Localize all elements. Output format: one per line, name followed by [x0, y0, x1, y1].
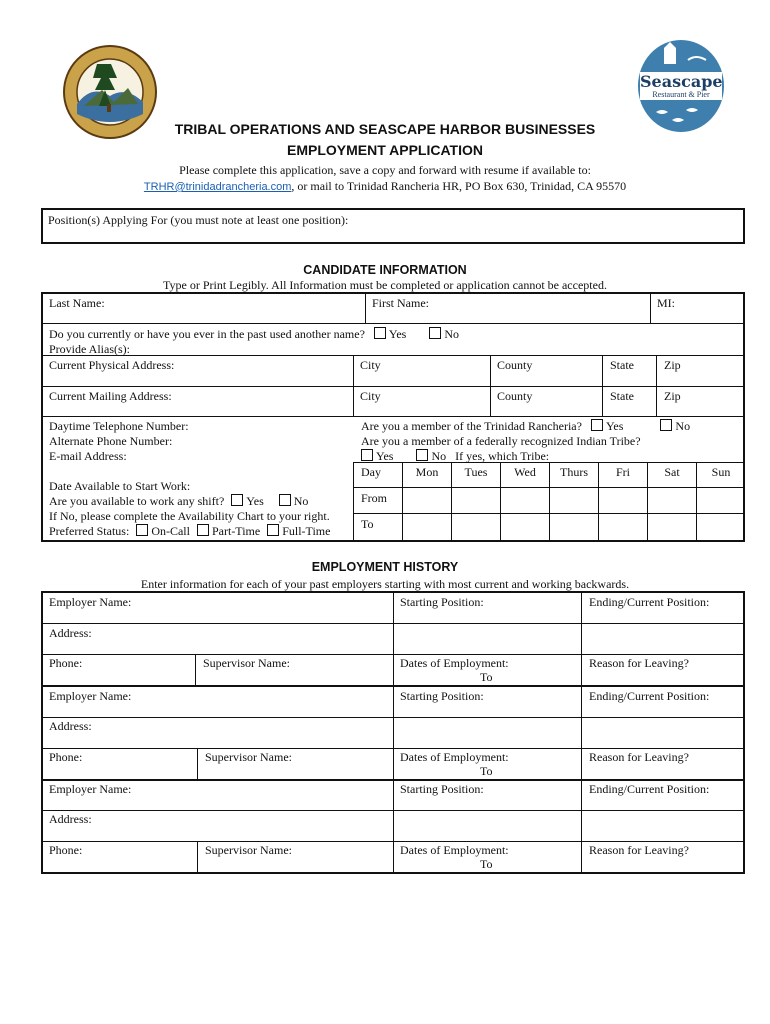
employer-3-name-label: Employer Name:	[49, 782, 132, 796]
mailing-zip-label: Zip	[664, 389, 681, 403]
employer-1-end-position-label: Ending/Current Position:	[589, 595, 710, 609]
rancheria-yes-checkbox[interactable]	[591, 419, 603, 431]
mailing-address-label: Current Mailing Address:	[49, 389, 172, 403]
employer-3-dates-label: Dates of Employment:	[400, 843, 509, 857]
employer-2-supervisor-label: Supervisor Name:	[205, 750, 292, 764]
availability-sun: Sun	[711, 465, 731, 479]
mailing-county-label: County	[497, 389, 533, 403]
mi-label: MI:	[657, 296, 675, 310]
mail-address-text: , or mail to Trinidad Rancheria HR, PO Box 630, Trinidad, CA 95570	[291, 179, 627, 193]
other-name-yes-checkbox[interactable]	[374, 327, 386, 339]
employer-1-supervisor-label: Supervisor Name:	[203, 656, 290, 670]
physical-city-label: City	[360, 358, 381, 372]
availability-chart-note: If No, please complete the Availability Chart to your right.	[49, 509, 330, 523]
tribe-question: Are you a member of a federally recognized Indian Tribe?	[361, 434, 641, 448]
availability-thurs: Thurs	[560, 465, 588, 479]
employer-3-end-position-label: Ending/Current Position:	[589, 782, 710, 796]
employer-3-supervisor-label: Supervisor Name:	[205, 843, 292, 857]
candidate-subheading: Type or Print Legibly. All Information must be completed or application cannot be accepted.	[163, 278, 607, 292]
seascape-sub-text: Restaurant & Pier	[652, 90, 710, 99]
employer-2-reason-label: Reason for Leaving?	[589, 750, 689, 764]
availability-wed: Wed	[514, 465, 536, 479]
other-name-question: Do you currently or have you ever in the past used another name? Yes No	[49, 327, 460, 341]
hr-email-link[interactable]: TRHR@trinidadrancheria.com	[143, 181, 292, 193]
alias-label: Provide Alias(s):	[49, 342, 130, 356]
contact-line	[0, 179, 770, 194]
first-name-label: First Name:	[372, 296, 429, 310]
any-shift-no-checkbox[interactable]	[279, 494, 291, 506]
other-name-no-checkbox[interactable]	[429, 327, 441, 339]
on-call-checkbox[interactable]	[136, 524, 148, 536]
employer-1-dates-label: Dates of Employment:	[400, 656, 509, 670]
employer-2-dates-to: To	[480, 764, 493, 778]
rancheria-question: Are you a member of the Trinidad Rancheria? Yes No	[361, 419, 691, 433]
availability-tues: Tues	[464, 465, 488, 479]
employer-2-dates-label: Dates of Employment:	[400, 750, 509, 764]
position-label: Position(s) Applying For (you must note at least one position):	[48, 213, 349, 227]
availability-mon: Mon	[415, 465, 439, 479]
physical-state-label: State	[610, 358, 634, 372]
physical-address-label: Current Physical Address:	[49, 358, 175, 372]
full-time-checkbox[interactable]	[267, 524, 279, 536]
start-date-label: Date Available to Start Work:	[49, 479, 191, 493]
employer-1-address-label: Address:	[49, 626, 92, 640]
email-label: E-mail Address:	[49, 449, 127, 463]
employer-1-phone-label: Phone:	[49, 656, 83, 670]
physical-zip-label: Zip	[664, 358, 681, 372]
any-shift-question: Are you available to work any shift? Yes No	[49, 494, 309, 508]
mailing-city-label: City	[360, 389, 381, 403]
employer-1-start-position-label: Starting Position:	[400, 595, 484, 609]
daytime-phone-label: Daytime Telephone Number:	[49, 419, 189, 433]
availability-from-label: From	[361, 491, 388, 505]
employer-1-name-label: Employer Name:	[49, 595, 132, 609]
availability-fri: Fri	[615, 465, 630, 479]
part-time-checkbox[interactable]	[197, 524, 209, 536]
employer-2-phone-label: Phone:	[49, 750, 83, 764]
employer-2-end-position-label: Ending/Current Position:	[589, 689, 710, 703]
last-name-label: Last Name:	[49, 296, 105, 310]
mailing-state-label: State	[610, 389, 634, 403]
tribe-answer-row: Yes No If yes, which Tribe:	[361, 449, 549, 463]
availability-sat: Sat	[664, 465, 680, 479]
employment-subheading: Enter information for each of your past employers starting with most current and working backwards.	[140, 577, 630, 591]
tribe-yes-checkbox[interactable]	[361, 449, 373, 461]
candidate-heading: CANDIDATE INFORMATION	[303, 263, 467, 277]
seascape-brand-text: Seascape	[640, 72, 723, 91]
instructions-text: Please complete this application, save a copy and forward with resume if available to:	[179, 163, 591, 177]
form-title: TRIBAL OPERATIONS AND SEASCAPE HARBOR BUSINESSES	[174, 121, 596, 137]
employer-3-reason-label: Reason for Leaving?	[589, 843, 689, 857]
employer-3-phone-label: Phone:	[49, 843, 83, 857]
seascape-logo	[636, 38, 726, 134]
rancheria-no-checkbox[interactable]	[660, 419, 672, 431]
form-subtitle: EMPLOYMENT APPLICATION	[287, 142, 483, 158]
employer-2-name-label: Employer Name:	[49, 689, 132, 703]
physical-county-label: County	[497, 358, 533, 372]
employer-1-dates-to: To	[480, 670, 493, 684]
availability-day-header: Day	[361, 465, 381, 479]
alt-phone-label: Alternate Phone Number:	[49, 434, 173, 448]
any-shift-yes-checkbox[interactable]	[231, 494, 243, 506]
employer-3-dates-to: To	[480, 857, 493, 871]
employer-2-start-position-label: Starting Position:	[400, 689, 484, 703]
employer-2-address-label: Address:	[49, 719, 92, 733]
employer-3-address-label: Address:	[49, 812, 92, 826]
preferred-status-row: Preferred Status: On-Call Part-Time Full-Time	[49, 524, 331, 538]
availability-to-label: To	[361, 517, 374, 531]
employer-1-reason-label: Reason for Leaving?	[589, 656, 689, 670]
employment-heading: EMPLOYMENT HISTORY	[311, 560, 459, 574]
tribe-no-checkbox[interactable]	[416, 449, 428, 461]
employer-3-start-position-label: Starting Position:	[400, 782, 484, 796]
